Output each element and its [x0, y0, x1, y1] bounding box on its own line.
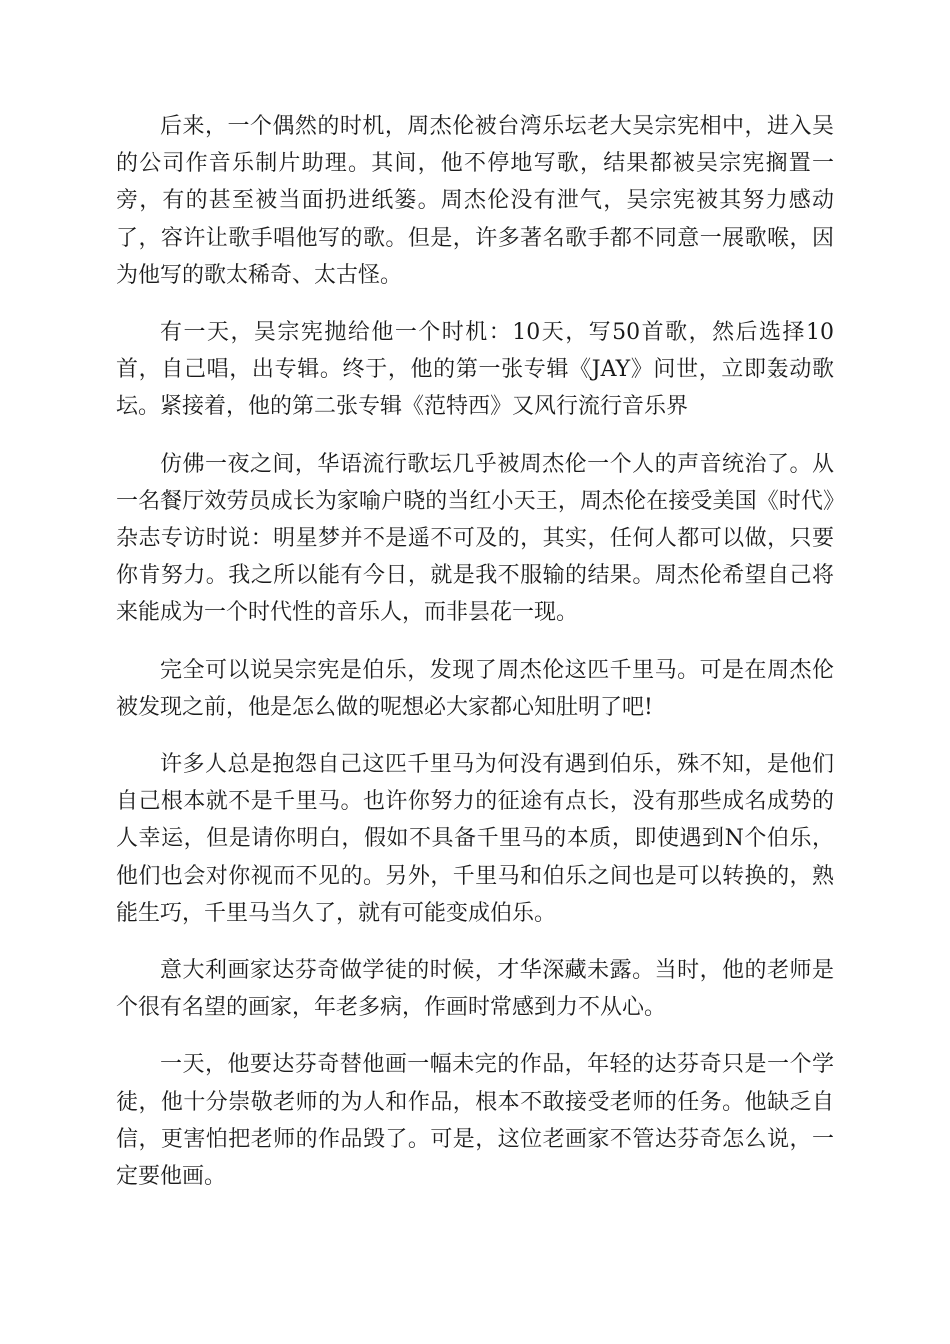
paragraph-4: 完全可以说吴宗宪是伯乐，发现了周杰伦这匹千里马。可是在周杰伦被发现之前，他是怎么做的呢想必大家都心知肚明了吧! — [116, 657, 834, 720]
document-page — [116, 108, 834, 1215]
paragraph-3: 仿佛一夜之间，华语流行歌坛几乎被周杰伦一个人的声音统治了。从一名餐厅效劳员成长为家喻户晓的当红小天王，周杰伦在接受美国《时代》杂志专访时说：明星梦并不是遥不可及的，其实，任何人都可以做，只要你肯努力。我之所以能有今日，就是我不服输的结果。周杰伦希望自己将来能成为一个时代性的音乐人，而非昙花一现。 — [116, 451, 834, 626]
paragraph-1: 后来，一个偶然的时机，周杰伦被台湾乐坛老大吴宗宪相中，进入吴的公司作音乐制片助理。其间，他不停地写歌，结果都被吴宗宪搁置一旁，有的甚至被当面扔进纸篓。周杰伦没有泄气，吴宗宪被其努力感动了，容许让歌手唱他写的歌。但是，许多著名歌手都不同意一展歌喉，因为他写的歌太稀奇、太古怪。 — [116, 114, 834, 288]
paragraph-7: 一天，他要达芬奇替他画一幅未完的作品，年轻的达芬奇只是一个学徒，他十分崇敬老师的为人和作品，根本不敢接受老师的任务。他缺乏自信，更害怕把老师的作品毁了。可是，这位老画家不管达芬奇怎么说，一定要他画。 — [116, 1052, 834, 1190]
paragraph-2: 有一天，吴宗宪抛给他一个时机：10天，写50首歌，然后选择10首，自己唱，出专辑。终于，他的第一张专辑《JAY》问世，立即轰动歌坛。紧接着，他的第二张专辑《范特西》又风行流行音乐界 — [116, 320, 834, 420]
paragraph-5: 许多人总是抱怨自己这匹千里马为何没有遇到伯乐，殊不知，是他们自己根本就不是千里马。也许你努力的征途有点长，没有那些成名成势的人幸运，但是请你明白，假如不具备千里马的本质，即使遇到N个伯乐，他们也会对你视而不见的。另外，千里马和伯乐之间也是可以转换的，熟能生巧，千里马当久了，就有可能变成伯乐。 — [116, 752, 834, 926]
paragraph-6: 意大利画家达芬奇做学徒的时候，才华深藏未露。当时，他的老师是个很有名望的画家，年老多病，作画时常感到力不从心。 — [116, 958, 834, 1021]
